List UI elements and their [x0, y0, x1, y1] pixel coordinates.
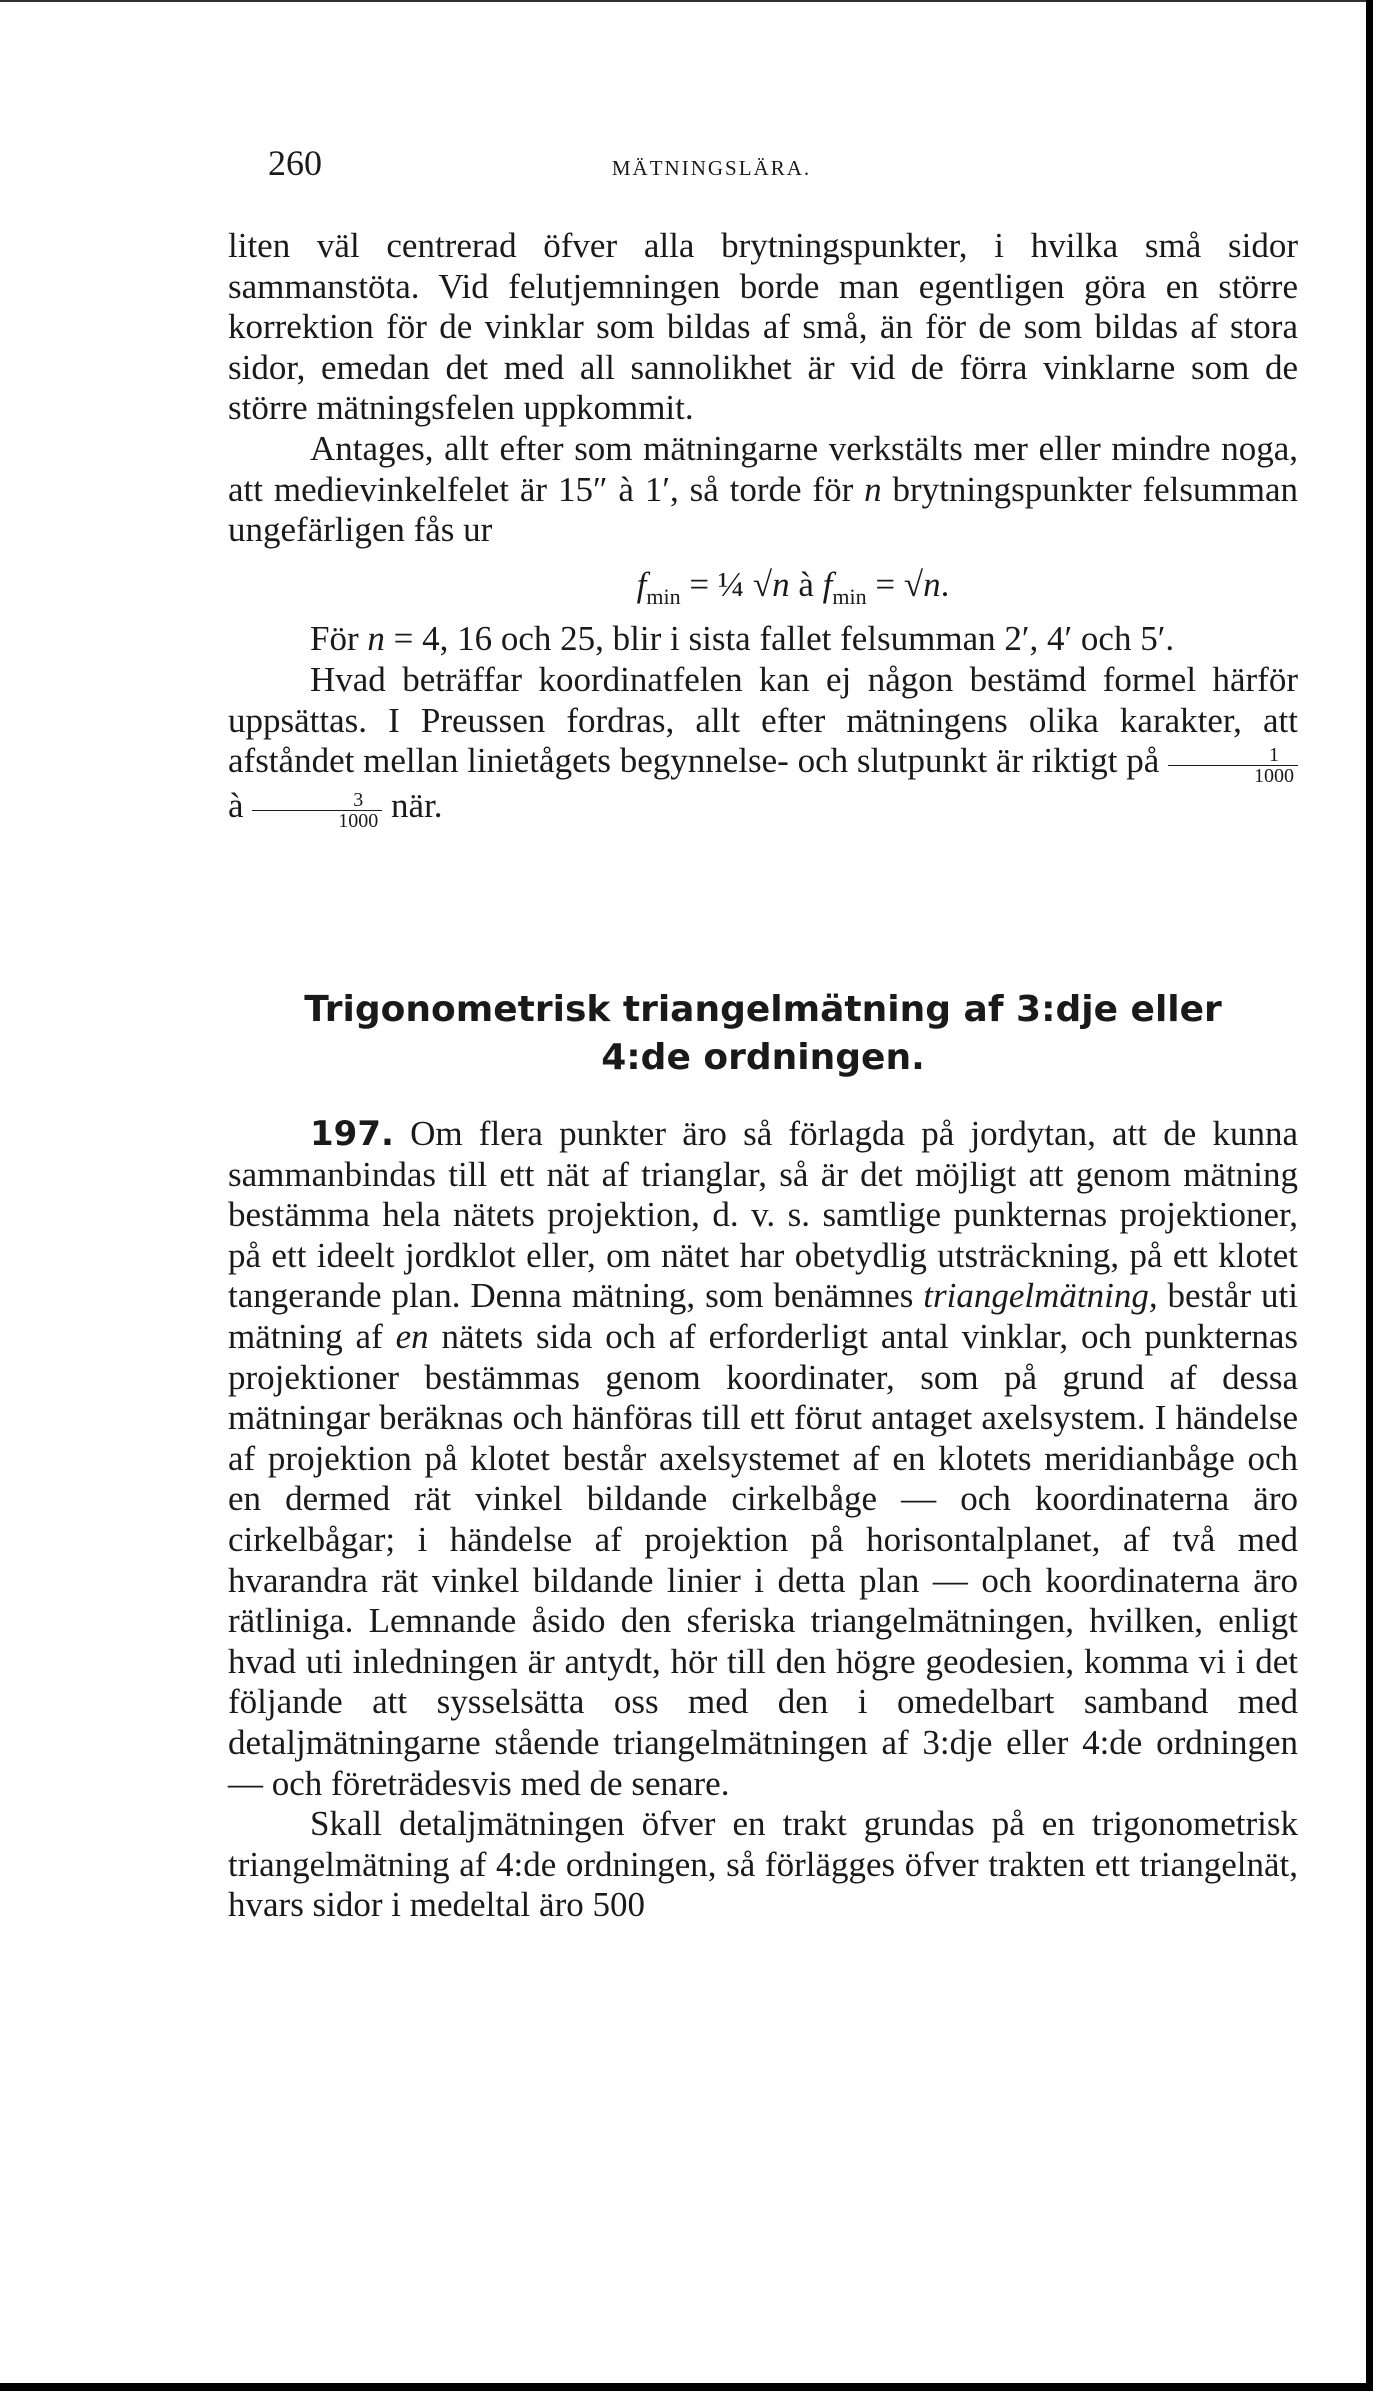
page-top-edge	[0, 0, 1373, 2]
paragraph-skall: Skall detaljmätningen öfver en trakt grundas på en trigonometrisk triangelmätning af 4:de ordningen, så förlägges öfver trakten ett triangelnät, hvars sidor i medeltal äro 500	[228, 1804, 1298, 1925]
page-number: 260	[268, 143, 322, 183]
paragraph-continuation: liten väl centrerad öfver alla brytningspunkter, i hvilka små sidor sammanstöta. Vid felutjemningen borde man egentligen göra en större korrektion för de vinklar som bildas af små, än för de som bildas af stora sidor, emedan det med all sannolikhet är vid de förra vinklarne som de större mätningsfelen uppkommit.	[228, 226, 1298, 428]
paragraph-antages: Antages, allt efter som mätningarne verkstälts mer eller mindre noga, att medievinkelfelet är 15″ à 1′, så torde för n brytningspunkter felsumman ungefärligen fås ur	[228, 428, 1299, 550]
upper-text-block	[228, 226, 1298, 831]
section-number: 197.	[310, 1114, 394, 1154]
page-bottom-edge	[0, 2383, 1373, 2391]
paragraph-197: 197. Om flera punkter äro så förlagda på jordytan, att de kunna sammanbindas till ett nät af trianglar, så är det möjligt att genom mätning bestämma hela nätets projektion, d. v. s. samtlige punkternas projektioner, på ett ideelt jordklot eller, om nätet har obetydlig utsträckning, på ett klotet tangerande plan. Denna mätning, som benämnes triangelmätning, består uti mätning af en nätets sida och af erforderligt antal vinklar, och punkternas projektioner bestämmas genom koordinater, som på grund af dessa mätningar beräknas och hänföras till ett förut antaget axelsystem. I händelse af projektion på klotet består axelsystemet af en klotets meridianbåge och en dermed rät vinkel bildande cirkelbåge — och koordinaterna äro cirkelbågar; i händelse af projektion på horisontalplanet, af två med hvarandra rät vinkel bildande linier i detta plan — och koordinaterna äro rätliniga. Lemnande åsido den sferiska triangelmätningen, hvilken, enligt hvad uti inledningen är antydt, hör till den högre geodesien, komma vi i det följande att sysselsätta oss med den i omedelbart samband med detaljmätningarne stående triangelmätningen af 3:dje eller 4:de ordningen — och företrädesvis med de senare.	[228, 1114, 1298, 1803]
felsumma-formula: $f_{min}$ = ¼ √n à $f_{min} = √n$.	[636, 564, 950, 609]
lower-text-block	[228, 1114, 1298, 1926]
section-heading	[228, 986, 1298, 1082]
fraction-three-thousandths: $\frac{3}{1000}$	[252, 790, 382, 831]
running-head: MÄTNINGSLÄRA.	[611, 156, 812, 180]
paragraph-koordinatfelen: Hvad beträffar koordinatfelen kan ej någon bestämd formel härför uppsättas. I Preussen fordras, allt efter mätningens olika karakter, att afståndet mellan linietågets begynnelse- och slutpunkt är riktigt på $\frac{1}{1000}$ à $\frac{3}{1000}$ när.	[228, 659, 1298, 833]
page-right-edge	[1366, 0, 1373, 2391]
section-heading-line-1: Trigonometrisk triangelmätning af 3:dje eller	[304, 989, 1222, 1030]
paragraph-for-n: För n = 4, 16 och 25, blir i sista fallet felsumman 2′, 4′ och 5′.	[310, 619, 1175, 659]
section-heading-line-2: 4:de ordningen.	[601, 1037, 925, 1078]
fraction-one-thousandth: $\frac{1}{1000}$	[1168, 745, 1298, 786]
